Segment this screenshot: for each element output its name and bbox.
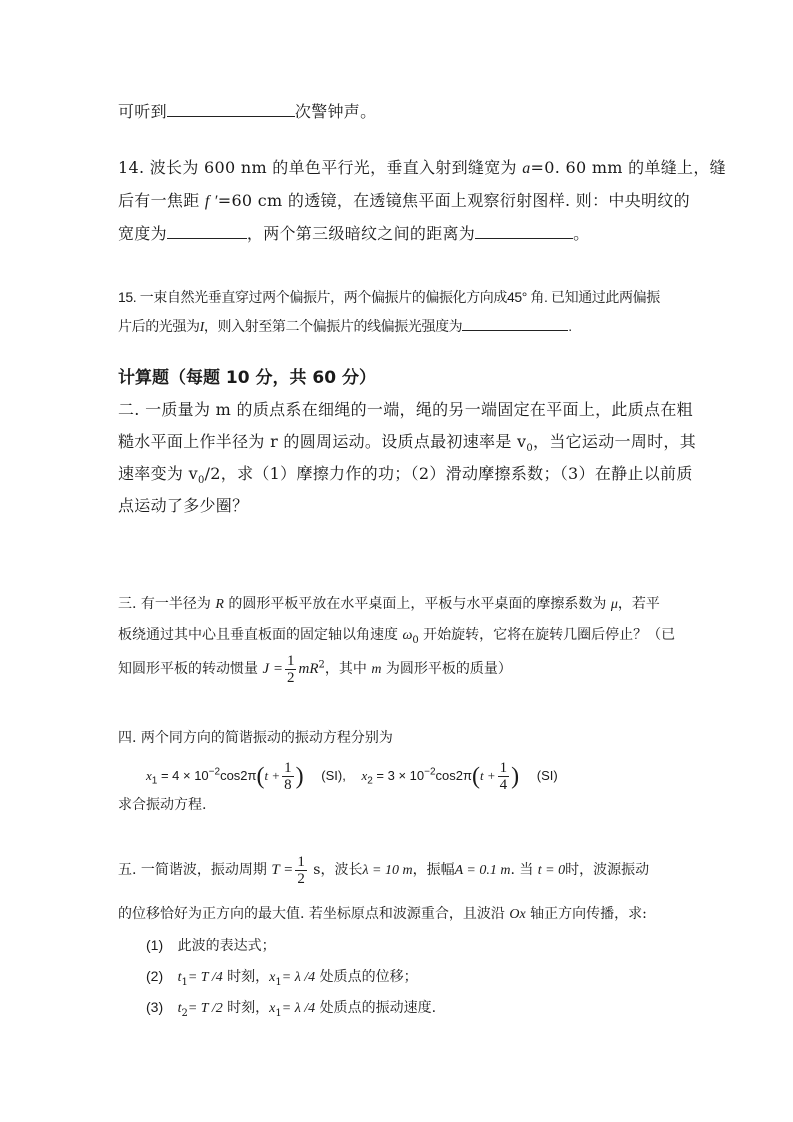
p5-sub-3-xeq: = λ /4: [281, 1001, 316, 1016]
p3-text-3b: ，其中: [324, 661, 372, 677]
p5-T-num: 1: [297, 853, 305, 870]
p2-line-3: [118, 464, 693, 487]
p4-eq2-sub: 2: [367, 775, 373, 787]
p3-line-2: [118, 625, 675, 646]
p5-sub-3-num: (3): [146, 999, 164, 1015]
p5-sub-2-teq: = T /4: [187, 970, 223, 985]
q15-line-2: [118, 316, 572, 338]
p5-sub-2: [146, 966, 418, 988]
q14-text-3c: 。: [573, 224, 590, 243]
p5-sub-3-t: t: [177, 1001, 182, 1016]
p3-J-sup: 2: [318, 659, 325, 671]
q14-line-3: [118, 224, 589, 244]
q14-line-1: [118, 158, 726, 179]
p4-eq2-fraction: [498, 760, 510, 793]
p4-equations: [146, 756, 558, 797]
p5-sub-2-t: t: [177, 970, 182, 985]
p3-sub-omega0: 0: [412, 634, 419, 646]
q14-text-3a: 宽度为: [118, 224, 167, 243]
p3-line-1: [118, 594, 660, 615]
p5-sub-1: [146, 935, 276, 956]
p3-J-den: 2: [286, 669, 295, 686]
q13-prefix: 可听到: [118, 102, 167, 121]
p3-var-m: m: [371, 662, 382, 677]
q15-text-2b: ，则入射至第二个偏振片的线偏振光强度为: [203, 318, 463, 334]
p3-text-2b: 开始旋转，它将在旋转几圈后停止？（已: [418, 627, 676, 643]
p2-text-3a: 速率变为 v: [118, 464, 198, 483]
p5-text-1d: . 当: [510, 862, 538, 878]
p5-lambda: λ = 10 m: [362, 863, 413, 878]
p4-eq2-body: = 3 × 10: [372, 768, 425, 783]
p4-eq2-si: (SI): [536, 768, 558, 783]
q14-line-2: [118, 191, 690, 212]
p3-J-fraction: [285, 653, 297, 686]
p5-line-1: [118, 850, 649, 891]
p4-eq2-num: 1: [499, 760, 508, 777]
p2-line-4: 点运动了多少圈？: [118, 496, 249, 515]
q14-answer-blank-2[interactable]: [475, 224, 573, 239]
q14-answer-blank-1[interactable]: [167, 224, 247, 239]
p3-text-1c: ，若平: [617, 596, 660, 612]
p3-var-mu: μ: [610, 597, 618, 612]
p5-amplitude: A = 0.1 m: [454, 863, 511, 878]
p4-line-3: 求合振动方程.: [118, 797, 207, 813]
p3-J-lhs: J =: [262, 661, 283, 677]
p2-line-2: [118, 432, 697, 455]
q14-text-1b: =0. 60 mm 的单缝上，缝: [530, 158, 726, 177]
p3-line-3: [118, 650, 512, 689]
q15-answer-blank[interactable]: [462, 316, 568, 331]
p5-sub-3-tsub: 2: [181, 1007, 188, 1019]
q15-var-I: I: [199, 320, 204, 335]
p5-sub-3-mid: 时刻，: [222, 1000, 270, 1016]
p5-sub-3-x: x: [269, 1001, 276, 1016]
p4-eq2-exp: −2: [424, 766, 436, 778]
p4-eq2-lparen: (: [471, 763, 480, 790]
p5-sub-2-mid: 时刻，: [222, 969, 270, 985]
p5-sub-3: [146, 997, 436, 1019]
p4-eq1-lparen: (: [256, 763, 265, 790]
p5-text-2b: 轴正方向传播，求:: [525, 906, 647, 922]
q13-answer-blank[interactable]: [167, 102, 295, 117]
p5-text-1e: 时，波源振动: [565, 862, 650, 878]
p5-sub-1-num: (1): [146, 937, 164, 953]
p2-sub-v0b: 0: [197, 475, 205, 487]
p3-text-3c: 为圆形平板的质量）: [381, 661, 512, 677]
p5-sub-2-tsub: 1: [181, 976, 188, 988]
q14-var-f: f ′: [204, 193, 218, 210]
p5-t0: t = 0: [537, 863, 566, 878]
p4-eq2-cos: cos2π: [435, 768, 472, 783]
p3-text-3a: 知圆形平板的转动惯量: [118, 661, 263, 677]
p2-text-2: 糙水平面上作半径为 r 的圆周运动。设质点最初速率是 v: [118, 432, 527, 451]
p4-eq1-fraction: [282, 760, 294, 793]
p4-eq2-t: t +: [479, 768, 496, 783]
p5-sub-2-xeq: = λ /4: [281, 970, 316, 985]
p4-eq1-sub: 1: [151, 775, 158, 787]
q15-text-2c: .: [568, 318, 572, 334]
p4-eq1-x: x: [146, 768, 152, 783]
p5-sub-2-num: (2): [146, 968, 164, 984]
p3-var-R: R: [215, 597, 224, 612]
p5-text-1a: 五. 一简谐波，振动周期: [118, 862, 272, 878]
p5-line-2: [118, 904, 647, 925]
p5-text-1c: ，振幅: [412, 862, 455, 878]
p4-eq2-den: 4: [499, 777, 508, 794]
p5-T-fraction: [295, 854, 307, 887]
q14-text-2b: =60 cm 的透镜，在透镜焦平面上观察衍射图样. 则：中央明纹的: [217, 191, 690, 210]
p4-eq1-num: 1: [284, 760, 292, 777]
q15-text-1: 15. 一束自然光垂直穿过两个偏振片，两个偏振片的偏振化方向成45° 角. 已知通过此两偏振: [118, 289, 660, 305]
p3-text-1a: 三. 有一半径为: [118, 596, 216, 612]
p4-eq1-exp: −2: [208, 766, 221, 778]
p4-line-1: 四. 两个同方向的简谐振动的振动方程分别为: [118, 730, 393, 746]
p4-eq1-den: 8: [284, 777, 292, 794]
q15-line-1: [118, 287, 660, 307]
p5-text-2a: 的位移恰好为正方向的最大值. 若坐标原点和波源重合，且波沿: [118, 906, 510, 922]
p4-eq1-t: t +: [264, 768, 281, 783]
p2-sub-v0: 0: [526, 443, 534, 455]
q14-text-3b: ，两个第三级暗纹之间的距离为: [246, 224, 476, 243]
q13-line: [118, 102, 376, 122]
p2-text-3b: /2，求（1）摩擦力作的功；（2）滑动摩擦系数；（3）在静止以前质: [204, 464, 693, 483]
p2-text-2b: ，当它运动一周时，其: [533, 432, 697, 451]
p4-eq2-rparen: ): [511, 763, 520, 790]
p2-line-1: 二. 一质量为 m 的质点系在细绳的一端，绳的另一端固定在平面上，此质点在粗: [118, 400, 693, 419]
q15-text-2a: 片后的光强为: [118, 318, 200, 334]
q13-suffix: 次警钟声。: [294, 102, 377, 121]
p5-text-1b: s，波长: [308, 862, 363, 878]
p3-text-2a: 板绕通过其中心且垂直板面的固定轴以角速度: [118, 627, 403, 643]
p4-eq1-rparen: ): [295, 763, 304, 790]
p5-T-den: 2: [297, 870, 305, 887]
p5-sub-3-teq: = T /2: [187, 1001, 223, 1016]
p5-sub-3-xsub: 1: [275, 1007, 282, 1019]
p5-ox: Ox: [509, 907, 526, 922]
p5-sub-2-end: 处质点的位移；: [315, 969, 418, 985]
p4-eq2-x: x: [361, 768, 368, 783]
q14-text-2a: 后有一焦距: [118, 191, 205, 210]
p5-sub-2-x: x: [269, 970, 276, 985]
q14-var-a: a: [522, 160, 531, 177]
section-heading: 计算题（每题 10 分，共 60 分）: [118, 368, 376, 388]
p4-eq1-si: (SI),: [321, 768, 346, 783]
p3-J-num: 1: [286, 652, 295, 669]
p3-J-rhs: mR: [298, 661, 319, 677]
p3-var-omega: ω: [402, 628, 413, 643]
p5-sub-3-end: 处质点的振动速度.: [315, 1000, 437, 1016]
q14-text-1: 14. 波长为 600 nm 的单色平行光，垂直入射到缝宽为: [118, 158, 523, 177]
p5-sub-1-text: 此波的表达式；: [177, 938, 276, 954]
p5-T-lhs: T =: [271, 862, 294, 878]
p4-eq1-cos: cos2π: [220, 768, 257, 783]
p3-text-1b: 的圆形平板平放在水平桌面上，平板与水平桌面的摩擦系数为: [223, 596, 611, 612]
p5-sub-2-xsub: 1: [275, 976, 282, 988]
p4-eq1-body: = 4 × 10: [157, 768, 209, 783]
